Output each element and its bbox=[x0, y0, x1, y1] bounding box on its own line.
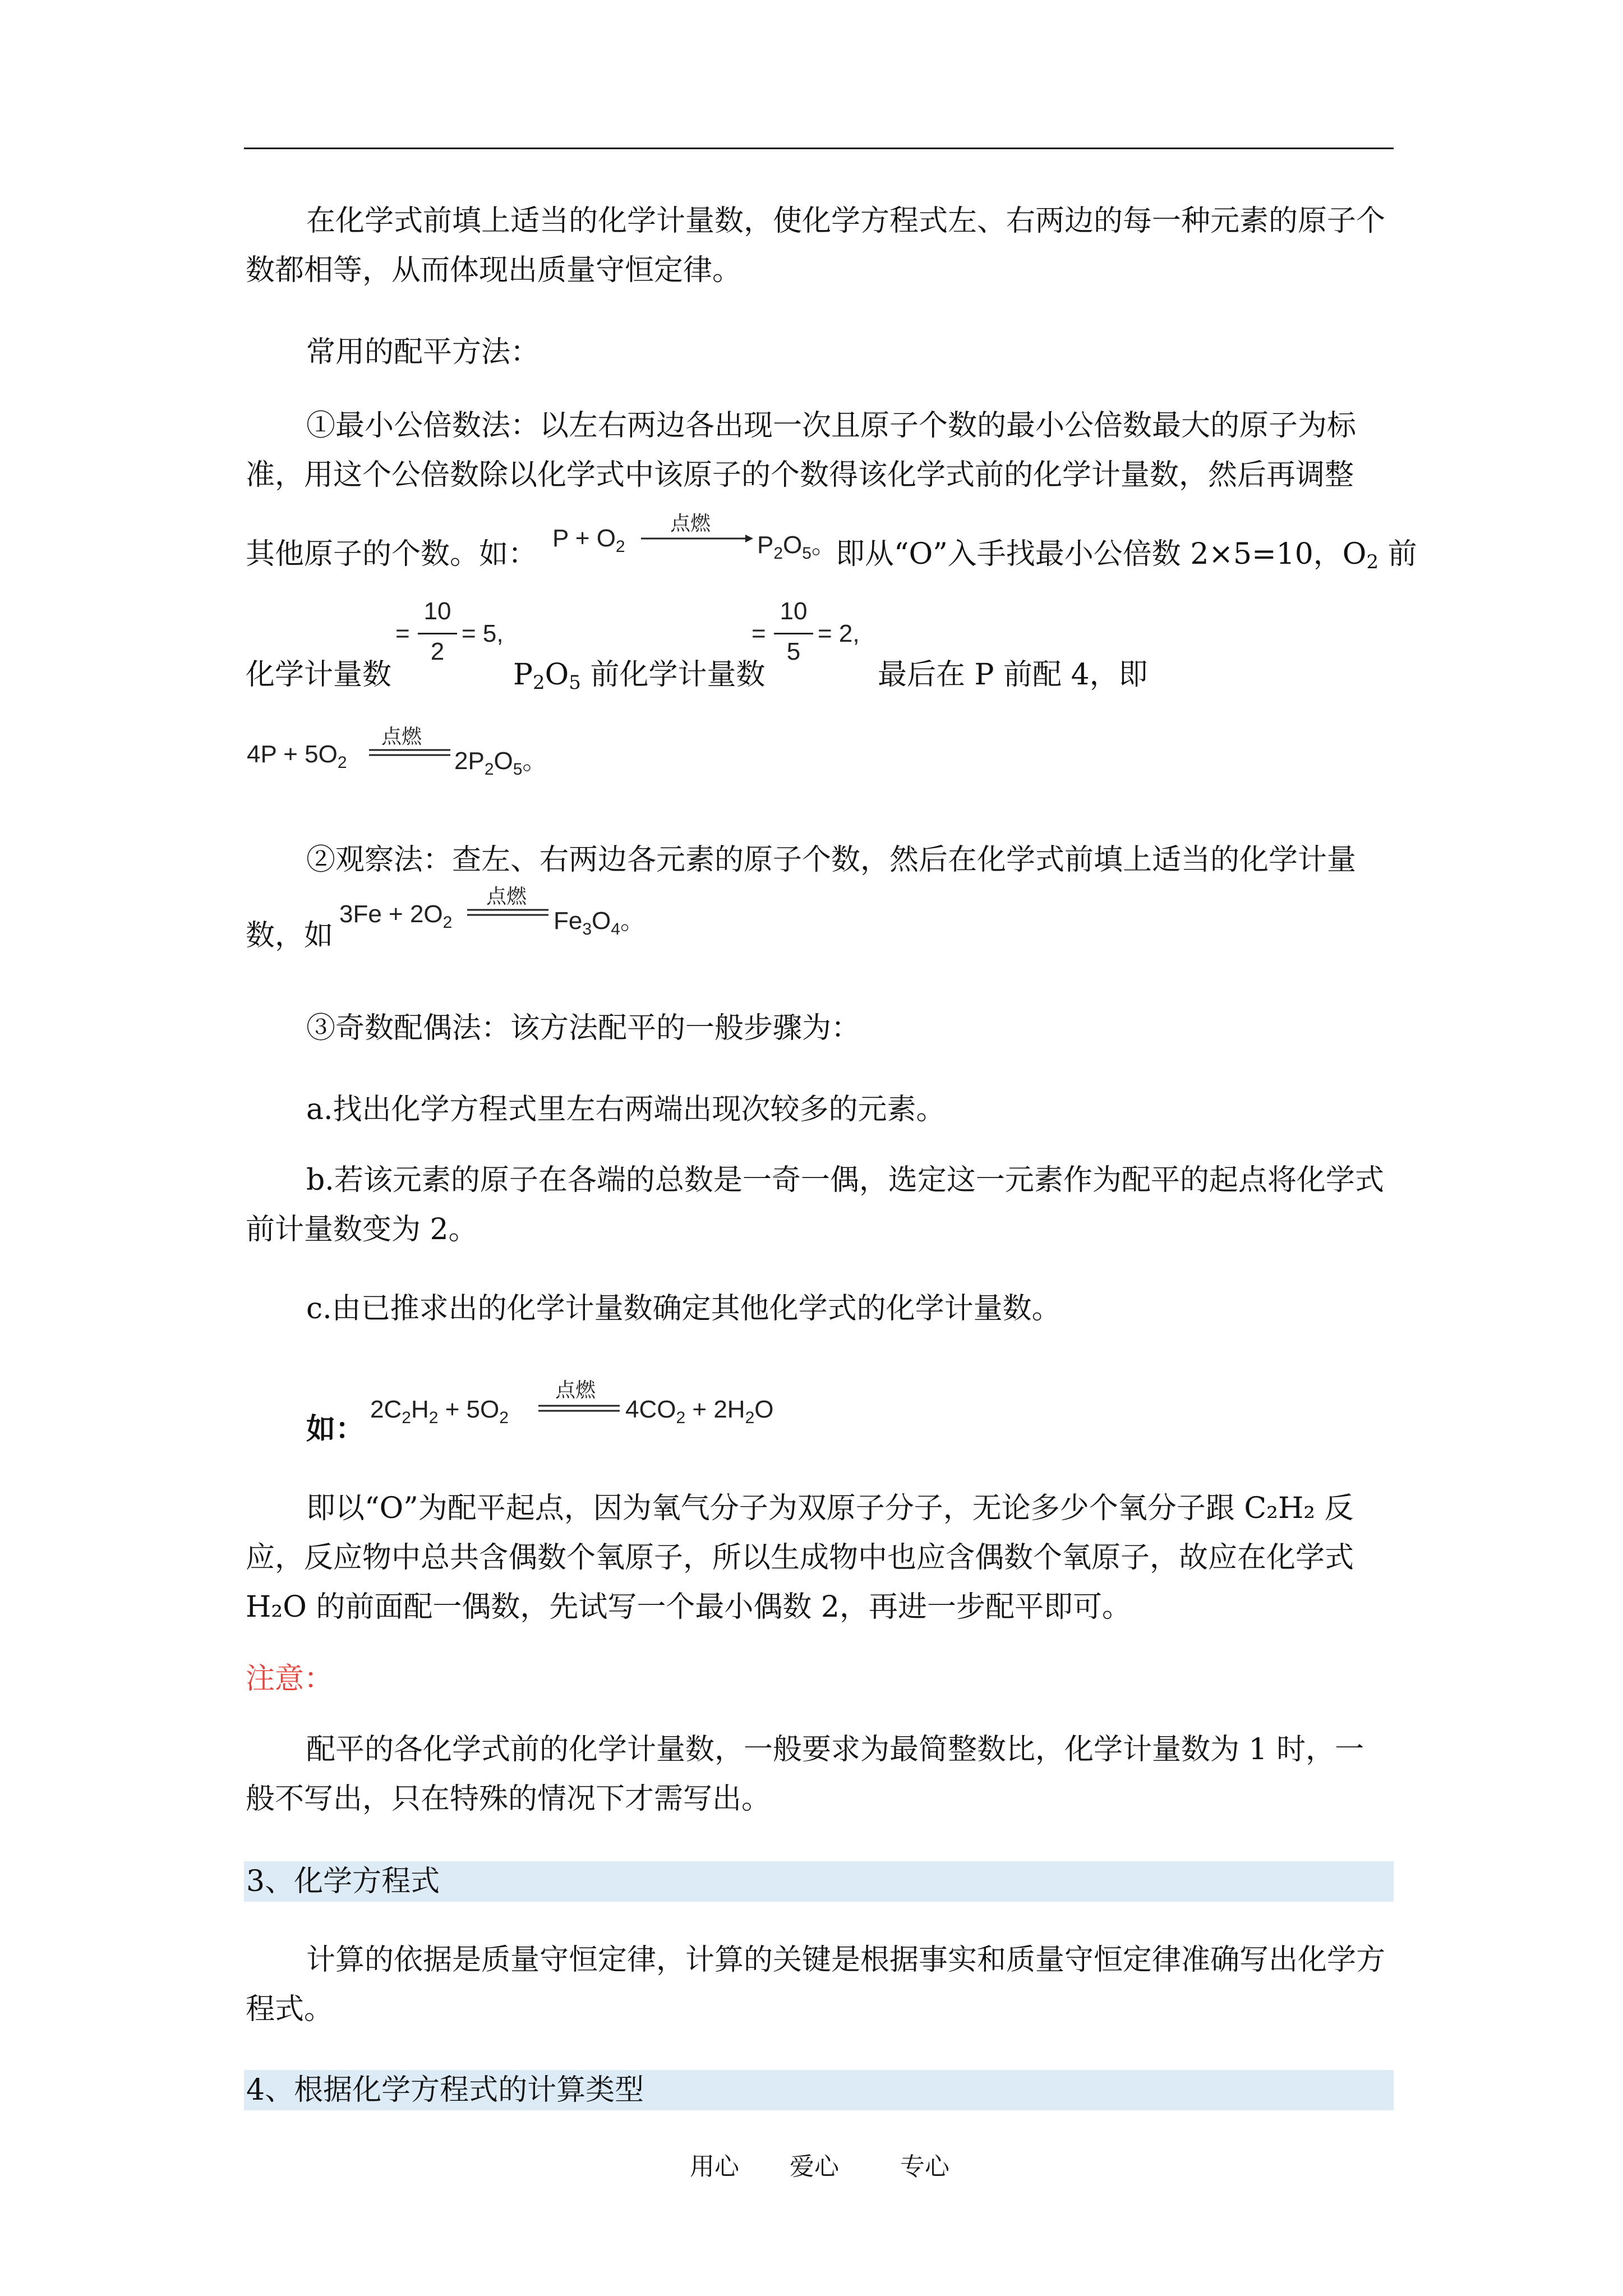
fraction-10-over-5: = 10 5 = 2, bbox=[751, 597, 860, 665]
header-rule bbox=[244, 148, 1394, 149]
paragraph-observation-line2: 数，如 bbox=[246, 919, 334, 953]
equals-sign-icon bbox=[467, 907, 551, 918]
section-title-3: 3、化学方程式 bbox=[246, 1865, 440, 1898]
paragraph-step-b: b.若该元素的原子在各端的总数是一奇一偶，选定这一元素作为配平的起点将化学式前计量数变为 2。 bbox=[246, 1163, 1384, 1246]
paragraph-lcm-line3-mid: 即从“O”入手找最小公倍数 2×5=10，O2 前 bbox=[836, 537, 1417, 573]
example-label: 如： bbox=[306, 1412, 365, 1446]
paragraph-step-c: c.由已推求出的化学计量数确定其他化学式的化学计量数。 bbox=[306, 1292, 1061, 1326]
paragraph-coefficient-b: P2O5 前化学计量数 bbox=[513, 658, 766, 694]
equation-4p-5o2: 点燃 $4P + 5O_2$ $2P_2O_5$。 bbox=[247, 725, 547, 779]
equation-c2h2-o2: 点燃 $2C_2H_2 + 5O_2$ $4CO_2 + 2H_2O$ bbox=[370, 1379, 774, 1427]
condition-label: 点燃 bbox=[670, 512, 711, 535]
section-banner-4 bbox=[244, 2070, 1394, 2110]
equation-p-o2: 点燃 $P + O_2$ $P_2O_5$。 bbox=[552, 508, 844, 564]
footer-text-c: 专心 bbox=[900, 2152, 949, 2181]
paragraph-methods-heading: 常用的配平方法： bbox=[306, 335, 540, 369]
equation-3fe-2o2: 点燃 $3Fe + 2O_2$ $Fe_3O_4$。 bbox=[339, 885, 645, 938]
paragraph-odd-even-method: ③奇数配偶法：该方法配平的一般步骤为： bbox=[306, 1011, 861, 1045]
paragraph-o-start-explanation: 即以“O”为配平起点，因为氧气分子为双原子分子，无论多少个氧分子跟 C₂H₂ 反应，反应物中总共含偶数个氧原子，所以生成物中也应含偶数个氧原子，故应在化学式 H₂O 的前面配一偶数，先试写一个最小偶数 2，再进一步配平即可。 bbox=[246, 1492, 1354, 1624]
paragraph-coefficient-a: 化学计量数 bbox=[246, 658, 392, 692]
paragraph-lcm-line3-start: 其他原子的个数。如： bbox=[246, 537, 538, 571]
reaction-arrow-icon bbox=[641, 533, 753, 544]
section-title-4: 4、根据化学方程式的计算类型 bbox=[246, 2073, 644, 2107]
footer-text-b: 爱心 bbox=[790, 2152, 839, 2181]
paragraph-intro: 在化学式前填上适当的化学计量数，使化学方程式左、右两边的每一种元素的原子个数都相等，从而体现出质量守恒定律。 bbox=[246, 204, 1386, 287]
equals-sign-icon bbox=[538, 1403, 623, 1414]
paragraph-calculation-basis: 计算的依据是质量守恒定律，计算的关键是根据事实和质量守恒定律准确写出化学方程式。 bbox=[246, 1943, 1386, 2026]
paragraph-note: 配平的各化学式前的化学计量数，一般要求为最简整数比，化学计量数为 1 时，一般不写出，只在特殊的情况下才需写出。 bbox=[246, 1733, 1364, 1816]
paragraph-step-a: a.找出化学方程式里左右两端出现次较多的元素。 bbox=[306, 1093, 946, 1126]
section-banner-3 bbox=[244, 1861, 1394, 1902]
paragraph-coefficient-c: 最后在 P 前配 4，即 bbox=[878, 658, 1148, 692]
footer-text-a: 用心 bbox=[690, 2152, 739, 2181]
fraction-10-over-2: = 10 2 = 5, bbox=[395, 597, 504, 665]
paragraph-lcm-method: ①最小公倍数法：以左右两边各出现一次且原子个数的最小公倍数最大的原子为标准，用这个公倍数除以化学式中该原子的个数得该化学式前的化学计量数，然后再调整 bbox=[246, 409, 1357, 492]
paragraph-observation: ②观察法：查左、右两边各元素的原子个数，然后在化学式前填上适当的化学计量 bbox=[306, 843, 1357, 877]
equals-sign-icon bbox=[369, 747, 453, 758]
note-title: 注意： bbox=[246, 1662, 334, 1696]
